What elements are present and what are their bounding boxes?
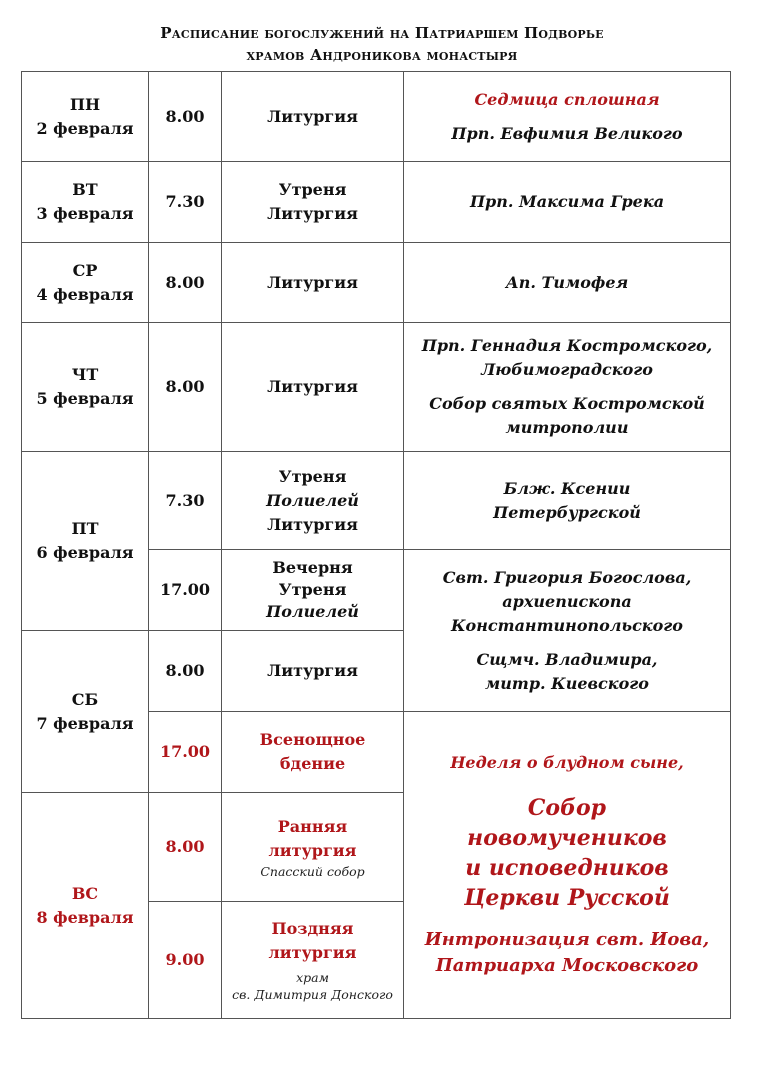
- feast-line: Собор святых Костромской: [429, 394, 705, 413]
- day-date: 5 февраля: [36, 389, 134, 408]
- table-row: [22, 323, 731, 452]
- day-of-week: СБ: [71, 689, 99, 709]
- service-cell: [222, 712, 404, 793]
- day-cell-wed: [22, 243, 149, 323]
- feast-cell: [404, 550, 731, 712]
- day-of-week: ВТ: [72, 180, 98, 199]
- service-vespers: Вечерня: [272, 558, 353, 577]
- day-of-week: СР: [72, 260, 98, 280]
- day-of-week: ПТ: [71, 519, 99, 538]
- day-date: 7 февраля: [36, 713, 134, 733]
- day-date: 8 февраля: [36, 907, 134, 927]
- day-cell-mon: [22, 72, 149, 162]
- time-cell: 9.00: [149, 902, 222, 1019]
- feast-big-line: и исповедников: [465, 855, 669, 881]
- feast-saint: Прп. Евфимия Великого: [451, 123, 683, 143]
- table-row: [22, 243, 731, 323]
- service-cell: Литургия: [222, 631, 404, 712]
- service-cell: [222, 452, 404, 550]
- feast-line: митр. Киевского: [485, 673, 649, 693]
- service-place: храм: [296, 970, 329, 985]
- feast-cell-sunday: [404, 712, 731, 1019]
- feast-week-label: Неделя о блудном сыне,: [450, 753, 684, 772]
- feast-big-line: Собор: [527, 795, 607, 821]
- service-liturgy: Литургия: [267, 204, 358, 223]
- service-matins: Утреня: [278, 466, 347, 486]
- service-matins: Утреня: [278, 180, 347, 199]
- feast-line: Сщмч. Владимира,: [476, 649, 658, 669]
- day-cell-tue: [22, 162, 149, 243]
- feast-line: Прп. Геннадия Костромского,: [421, 336, 713, 355]
- time-cell: 7.30: [149, 452, 222, 550]
- time-cell: 17.00: [149, 712, 222, 793]
- time-cell: 8.00: [149, 793, 222, 902]
- service-place: Спасский собор: [260, 863, 365, 879]
- table-row: [22, 452, 731, 550]
- day-cell-sat: [22, 631, 149, 793]
- service-place: св. Димитрия Донского: [232, 987, 393, 1002]
- feast-big-line: Церкви Русской: [464, 885, 670, 911]
- service-early-liturgy: литургия: [268, 840, 357, 860]
- service-cell: [222, 793, 404, 902]
- feast-line: Петербургской: [493, 502, 641, 522]
- feast-line: Блж. Ксении: [503, 478, 631, 498]
- schedule-table: [21, 71, 731, 1019]
- day-date: 3 февраля: [36, 204, 134, 223]
- feast-week-label: Седмица сплошная: [474, 89, 660, 109]
- day-date: 2 февраля: [36, 118, 134, 138]
- title-line-2: храмов Андроникова монастыря: [246, 46, 518, 64]
- service-cell: [222, 902, 404, 1019]
- service-vigil: бдение: [279, 754, 346, 773]
- time-cell: 7.30: [149, 162, 222, 243]
- day-date: 6 февраля: [36, 543, 134, 562]
- feast-cell: Ап. Тимофея: [404, 243, 731, 323]
- time-cell: 8.00: [149, 72, 222, 162]
- feast-line: архиепископа: [502, 591, 632, 611]
- feast-cell: [404, 72, 731, 162]
- day-cell-fri: [22, 452, 149, 631]
- feast-big-line: новомучеников: [467, 825, 667, 851]
- feast-line: митрополии: [505, 418, 629, 437]
- time-cell: 8.00: [149, 323, 222, 452]
- service-cell: Литургия: [222, 243, 404, 323]
- feast-line: Интронизация свт. Иова,: [424, 929, 710, 950]
- page-title: [0, 22, 764, 66]
- service-late-liturgy: Поздняя: [271, 919, 354, 938]
- feast-line: Свт. Григория Богослова,: [442, 567, 692, 587]
- service-vigil: Всенощное: [259, 730, 366, 749]
- title-line-1: Расписание богослужений на Патриаршем Подворье: [160, 24, 604, 42]
- feast-line: Любимоградского: [481, 360, 653, 379]
- service-early-liturgy: Ранняя: [277, 816, 348, 836]
- service-late-liturgy: литургия: [268, 943, 357, 962]
- day-of-week: ВС: [71, 883, 99, 903]
- service-cell: Литургия: [222, 323, 404, 452]
- feast-cell: Прп. Максима Грека: [404, 162, 731, 243]
- service-liturgy: Литургия: [267, 514, 358, 534]
- service-cell: [222, 550, 404, 631]
- feast-cell: [404, 452, 731, 550]
- service-polyeleos: Полиелей: [266, 602, 359, 621]
- time-cell: 17.00: [149, 550, 222, 631]
- time-cell: 8.00: [149, 631, 222, 712]
- time-cell: 8.00: [149, 243, 222, 323]
- day-of-week: ПН: [69, 94, 101, 114]
- day-of-week: ЧТ: [71, 365, 99, 384]
- day-cell-sun: [22, 793, 149, 1019]
- day-cell-thu: [22, 323, 149, 452]
- service-cell: [222, 162, 404, 243]
- service-matins: Утреня: [278, 580, 347, 599]
- table-row: [22, 162, 731, 243]
- feast-line: Константинопольского: [451, 615, 683, 635]
- table-row: [22, 72, 731, 162]
- feast-line: Патриарха Московского: [435, 955, 699, 976]
- service-polyeleos: Полиелей: [266, 490, 359, 510]
- day-date: 4 февраля: [36, 284, 134, 304]
- service-cell: Литургия: [222, 72, 404, 162]
- feast-cell: [404, 323, 731, 452]
